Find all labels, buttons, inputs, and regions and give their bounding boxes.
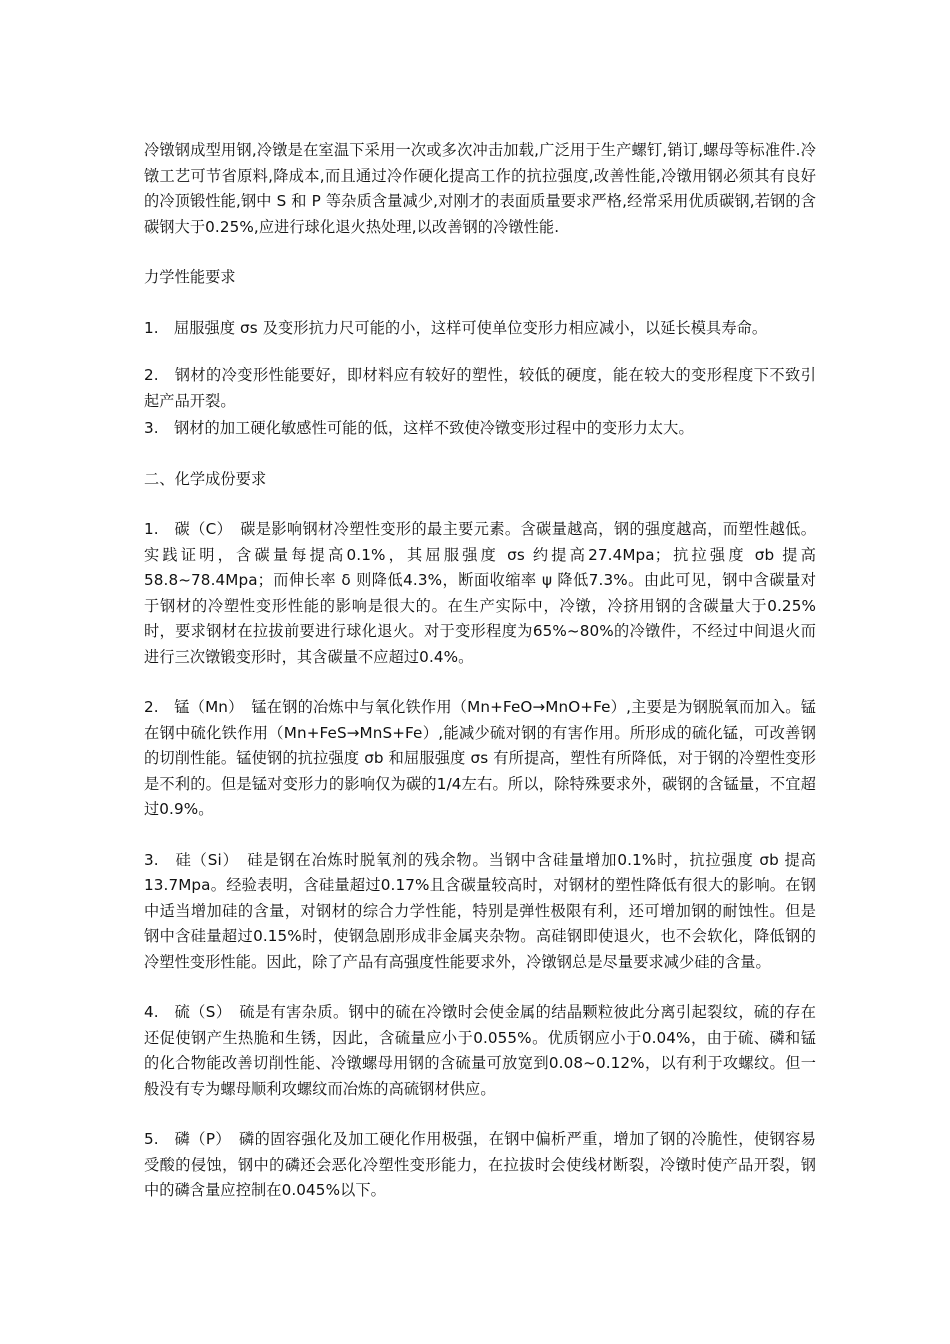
chemical-item-silicon: 3. 硅（Si） 硅是钢在冶炼时脱氧剂的残余物。当钢中含硅量增加0.1%时，抗拉强度 σb 提高13.7Mpa。经验表明，含硅量超过0.17%且含碳量较高时，对钢材的塑性降低有很大的影响。在钢中适当增加硅的含量，对钢材的综合力学性能，特别是弹性极限有利，还可增加钢的耐蚀性。但是钢中含硅量超过0.15%时，使钢急剧形成非金属夹杂物。高硅钢即使退火，也不会软化，降低钢的冷塑性变形性能。因此，除了产品有高强度性能要求外，冷镦钢总是尽量要求减少硅的含量。 (144, 850, 816, 971)
chemical-item-sulfur: 4. 硫（S） 硫是有害杂质。钢中的硫在冷镦时会使金属的结晶颗粒彼此分离引起裂纹，硫的存在还促使钢产生热脆和生锈，因此，含硫量应小于0.055%。优质钢应小于0.04%，由于硫、磷和锰的化合物能改善切削性能、冷镦螺母用钢的含硫量可放宽到0.08~0.12%，以有利于攻螺纹。但一般没有专为螺母顺利攻螺纹而冶炼的高硫钢材供应。 (144, 1003, 816, 1098)
chemical-heading: 二、化学成份要求 (144, 469, 267, 488)
mechanical-item-2: 2. 钢材的冷变形性能要好，即材料应有较好的塑性，较低的硬度，能在较大的变形程度下不致引起产品开裂。 (144, 366, 816, 410)
chemical-item-manganese: 2. 锰（Mn） 锰在钢的冶炼中与氧化铁作用（Mn+FeO→MnO+Fe）,主要是为钢脱氧而加入。锰在钢中硫化铁作用（Mn+FeS→MnS+Fe）,能减少硫对钢的有害作用。所形成的硫化锰，可改善钢的切削性能。锰使钢的抗拉强度 σb 和屈服强度 σs 有所提高，塑性有所降低，对于钢的冷塑性变形是不利的。但是锰对变形力的影响仅为碳的1/4左右。所以，除特殊要求外，碳钢的含锰量，不宜超过0.9%。 (144, 698, 816, 818)
document-page (144, 138, 816, 1204)
chemical-item-carbon: 1. 碳（C） 碳是影响钢材冷塑性变形的最主要元素。含碳量越高，钢的强度越高，而塑性越低。实践证明，含碳量每提高0.1%，其屈服强度 σs 约提高27.4Mpa；抗拉强度 σb 提高58.8~78.4Mpa；而伸长率 δ 则降低4.3%，断面收缩率 ψ 降低7.3%。由此可见，钢中含碳量对于钢材的冷塑性变形性能的影响是很大的。在生产实际中，冷镦，冷挤用钢的含碳量大于0.25%时，要求钢材在拉拔前要进行球化退火。对于变形程度为65%~80%的冷镦件，不经过中间退火而进行三次镦锻变形时，其含碳量不应超过0.4%。 (144, 520, 816, 666)
mechanical-item-3: 3. 钢材的加工硬化敏感性可能的低，这样不致使冷镦变形过程中的变形力太大。 (144, 419, 694, 437)
mechanical-heading: 力学性能要求 (144, 268, 236, 286)
intro-paragraph: 冷镦钢成型用钢,冷镦是在室温下采用一次或多次冲击加载,广泛用于生产螺钉,销订,螺母等标准件.冷镦工艺可节省原料,降成本,而且通过冷作硬化提高工作的抗拉强度,改善性能,冷镦用钢必须其有良好的冷顶锻性能,钢中 S 和 P 等杂质含量减少,对刚才的表面质量要求严格,经常采用优质碳钢,若钢的含碳钢大于0.25%,应进行球化退火热处理,以改善钢的冷镦性能. (144, 141, 816, 236)
chemical-item-phosphorus: 5. 磷（P） 磷的固容强化及加工硬化作用极强，在钢中偏析严重，增加了钢的冷脆性，使钢容易受酸的侵蚀，钢中的磷还会恶化冷塑性变形能力，在拉拔时会使线材断裂，冷镦时使产品开裂，钢中的磷含量应控制在0.045%以下。 (144, 1130, 816, 1199)
mechanical-item-1: 1. 屈服强度 σs 及变形抗力尺可能的小，这样可使单位变形力相应减小，以延长模具寿命。 (144, 318, 768, 337)
